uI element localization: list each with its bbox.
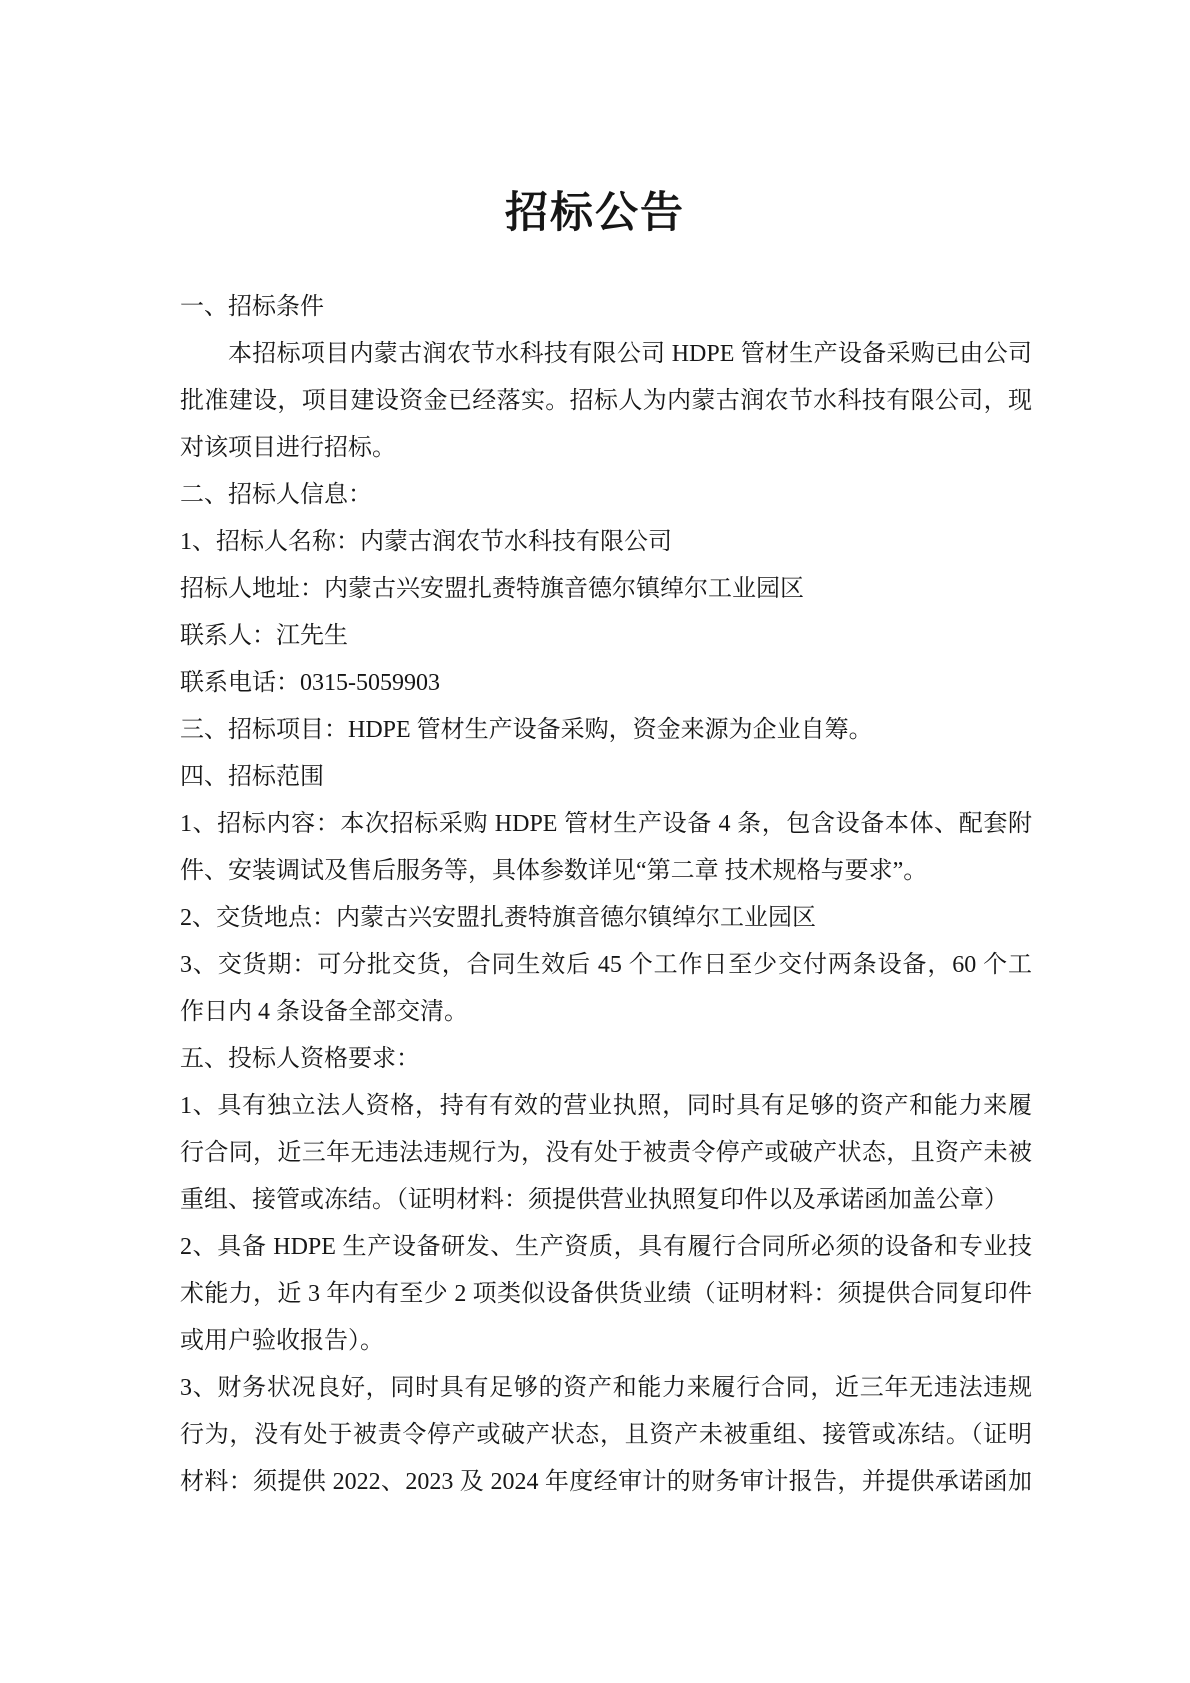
- doc-line-qualify-2b: 术能力，近 3 年内有至少 2 项类似设备供货业绩（证明材料：须提供合同复印件: [180, 1281, 1032, 1307]
- document-body: [180, 284, 1032, 1506]
- doc-line-scope-2: 2、交货地点：内蒙古兴安盟扎赉特旗音德尔镇绰尔工业园区: [180, 905, 816, 931]
- doc-line-qualify-1a: 1、具有独立法人资格，持有有效的营业执照，同时具有足够的资产和能力来履: [180, 1093, 1032, 1119]
- doc-line-qualify-3a: 3、财务状况良好，同时具有足够的资产和能力来履行合同，近三年无违法违规: [180, 1375, 1032, 1401]
- doc-line-para-1a: 本招标项目内蒙古润农节水科技有限公司 HDPE 管材生产设备采购已由公司: [228, 341, 1032, 367]
- doc-line-heading-4: 四、招标范围: [180, 764, 324, 790]
- document-title: 招标公告: [505, 190, 685, 237]
- doc-line-heading-3: 三、招标项目：HDPE 管材生产设备采购，资金来源为企业自筹。: [180, 717, 873, 743]
- doc-line-qualify-3c: 材料：须提供 2022、2023 及 2024 年度经审计的财务审计报告，并提供承诺函加: [180, 1469, 1032, 1495]
- doc-line-qualify-1c: 重组、接管或冻结。（证明材料：须提供营业执照复印件以及承诺函加盖公章）: [180, 1187, 1008, 1213]
- doc-line-contact-phone: 联系电话：0315-5059903: [180, 670, 440, 696]
- doc-line-qualify-3b: 行为，没有处于被责令停产或破产状态，且资产未被重组、接管或冻结。（证明: [180, 1422, 1032, 1448]
- doc-line-qualify-2c: 或用户验收报告）。: [180, 1328, 384, 1354]
- doc-line-qualify-2a: 2、具备 HDPE 生产设备研发、生产资质，具有履行合同所必须的设备和专业技: [180, 1234, 1032, 1260]
- doc-line-heading-2: 二、招标人信息：: [180, 482, 372, 508]
- doc-line-qualify-1b: 行合同，近三年无违法违规行为，没有处于被责令停产或破产状态，且资产未被: [180, 1140, 1032, 1166]
- doc-line-scope-1b: 件、安装调试及售后服务等，具体参数详见“第二章 技术规格与要求”。: [180, 858, 928, 884]
- doc-line-heading-5: 五、投标人资格要求：: [180, 1046, 420, 1072]
- doc-line-bidder-name: 1、招标人名称：内蒙古润农节水科技有限公司: [180, 529, 672, 555]
- doc-line-bidder-address: 招标人地址：内蒙古兴安盟扎赉特旗音德尔镇绰尔工业园区: [180, 576, 804, 602]
- doc-line-heading-1: 一、招标条件: [180, 294, 324, 320]
- doc-line-para-1c: 对该项目进行招标。: [180, 435, 396, 461]
- doc-line-para-1b: 批准建设，项目建设资金已经落实。招标人为内蒙古润农节水科技有限公司，现: [180, 388, 1032, 414]
- doc-line-scope-1a: 1、招标内容：本次招标采购 HDPE 管材生产设备 4 条，包含设备本体、配套附: [180, 811, 1032, 837]
- doc-line-scope-3b: 作日内 4 条设备全部交清。: [180, 999, 468, 1025]
- doc-line-contact-person: 联系人：江先生: [180, 623, 348, 649]
- doc-line-scope-3a: 3、交货期：可分批交货，合同生效后 45 个工作日至少交付两条设备，60 个工: [180, 952, 1032, 978]
